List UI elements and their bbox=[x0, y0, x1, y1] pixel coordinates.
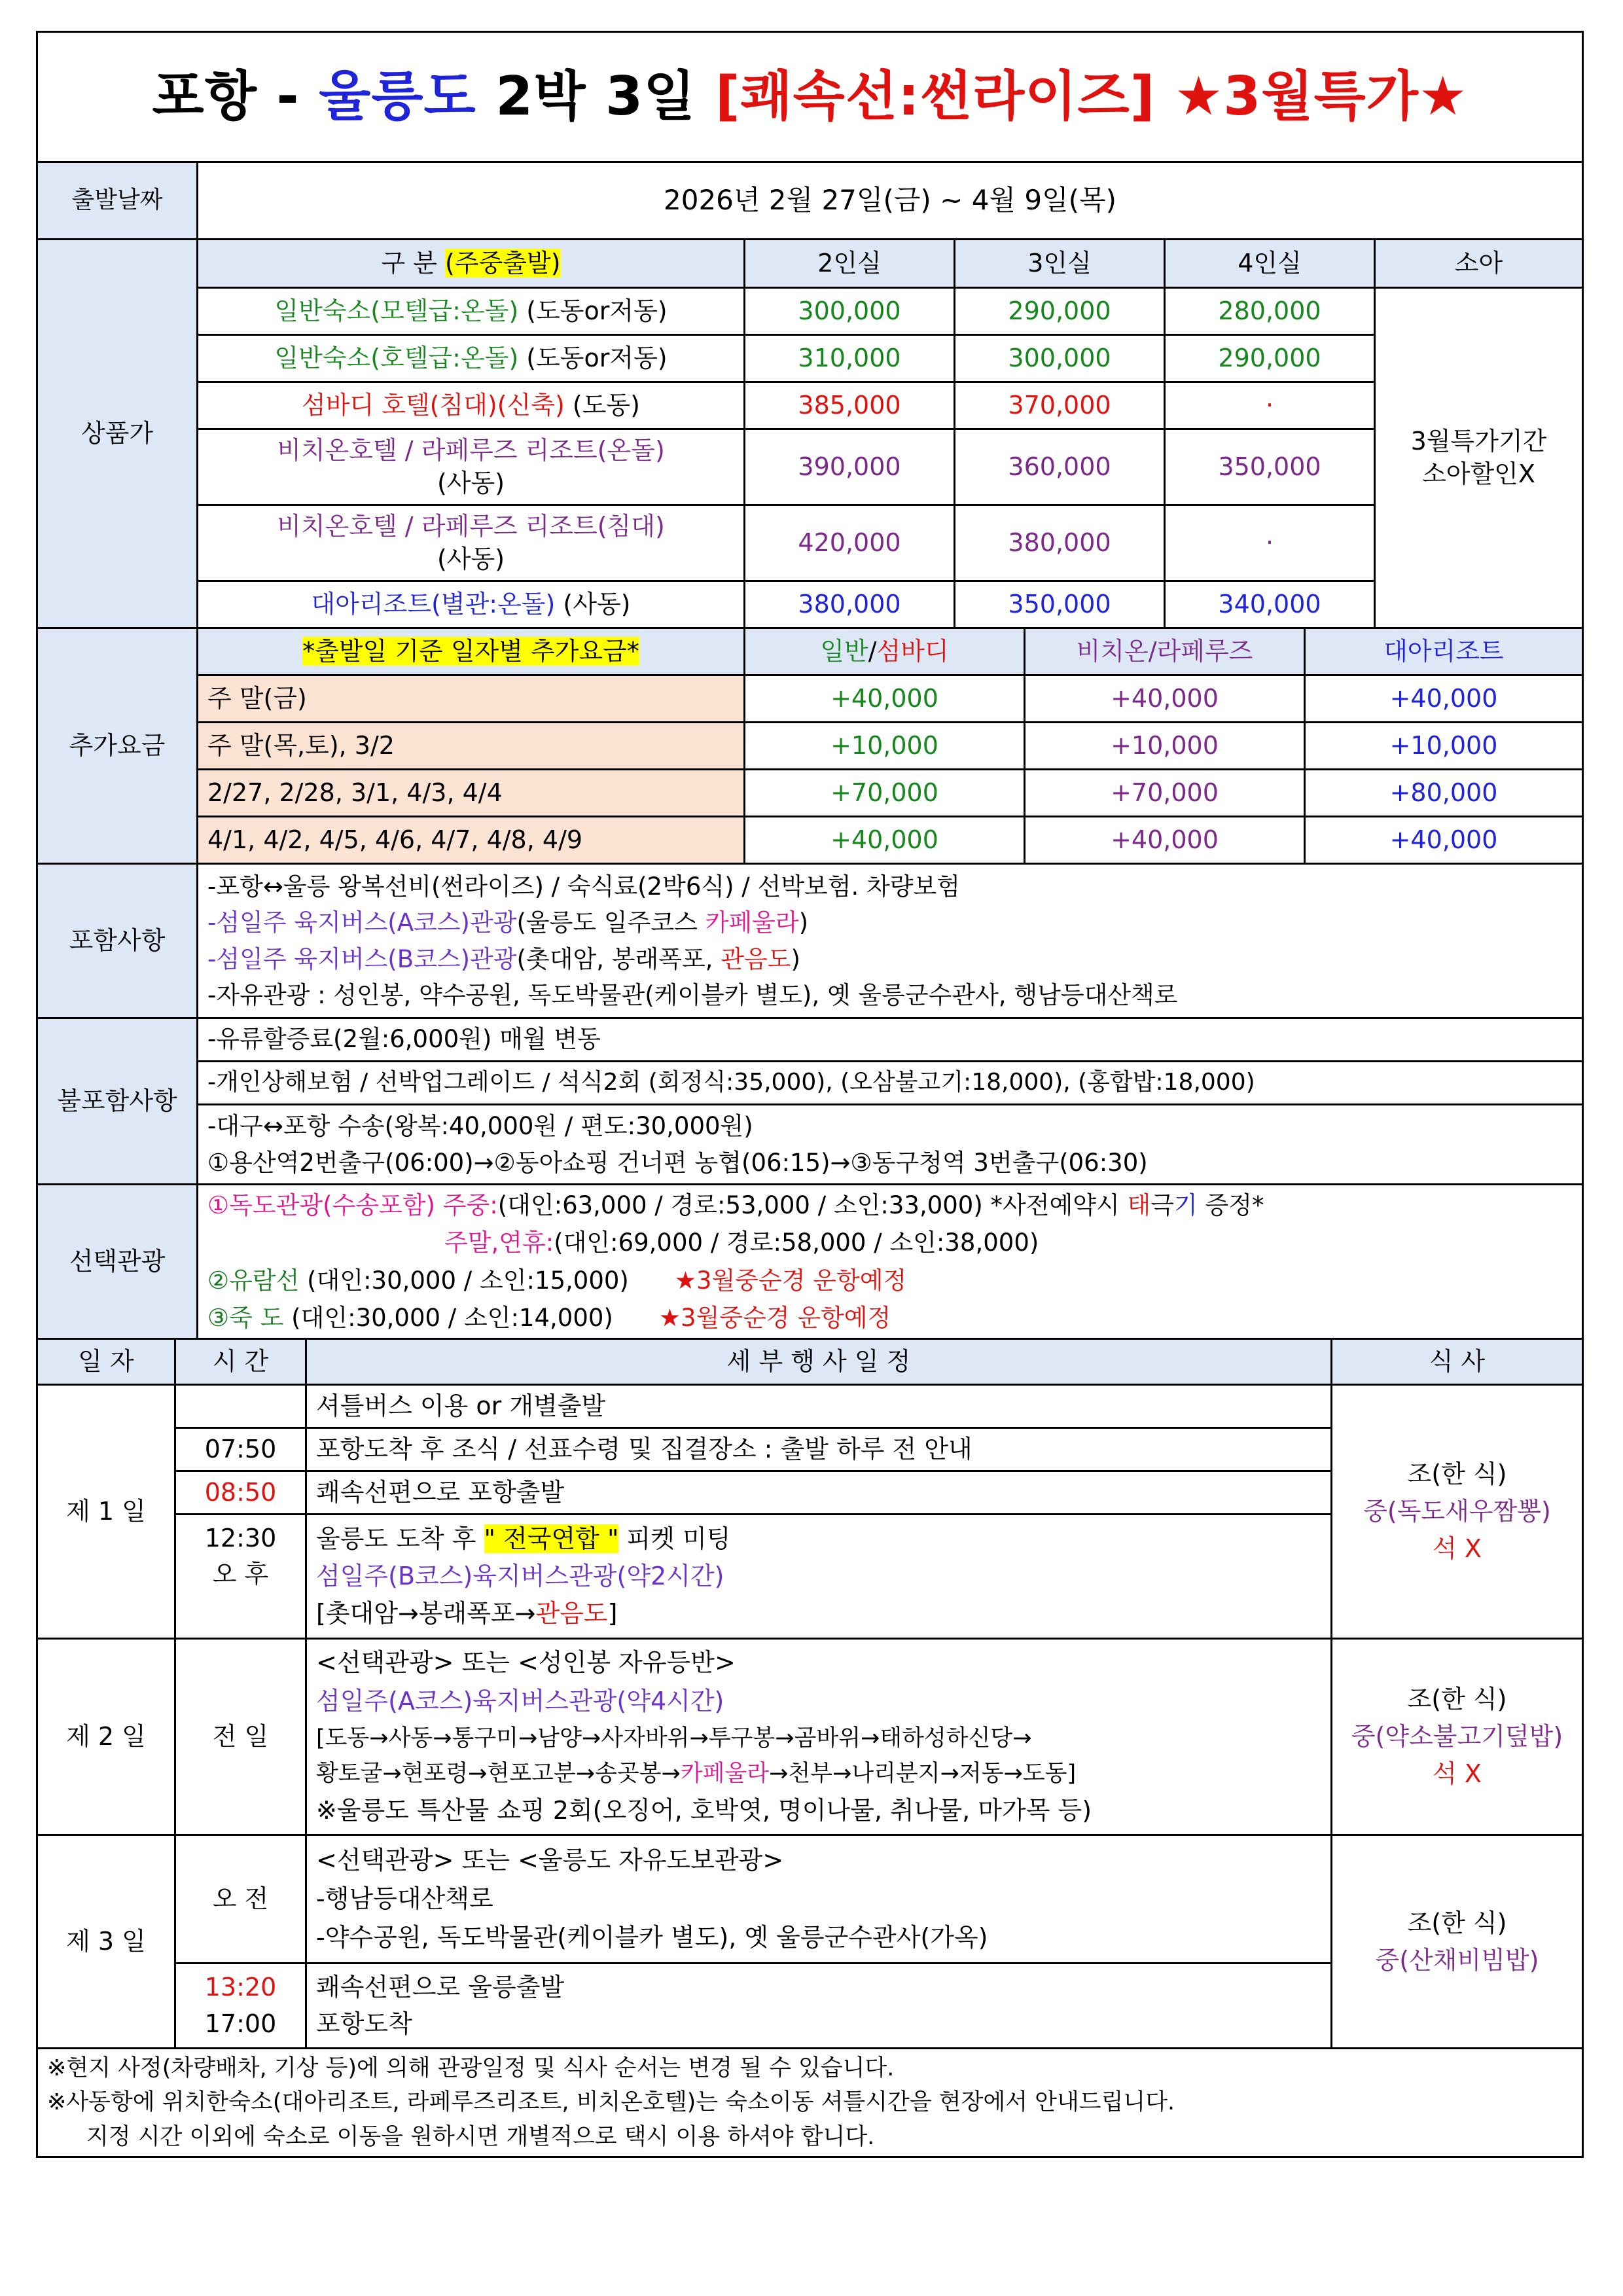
schedule-item: <선택관광> 또는 <성인봉 자유등반> 섬일주(A코스)육지버스관광(약4시간) [도동→사동→통구미→남양→사자바위→투구봉→곰바위→태하성하신당→ 황토굴→현포령→현포고분→송곳봉→카페울라→천부→나리분지→저동→도동] ※울릉도 특산물 쇼핑 2회(오징어, 호박엿, 명이나물, 취나물, 마가목 등) bbox=[306, 1639, 1332, 1835]
tour-brochure bbox=[36, 31, 1584, 2158]
product-row-name: 일반숙소(모텔급:온돌) (도동or저동) bbox=[198, 288, 745, 335]
price-cell: 370,000 bbox=[955, 382, 1165, 429]
page-title bbox=[37, 32, 1583, 162]
price-cell: 340,000 bbox=[1165, 581, 1375, 628]
day1-label: 제 1 일 bbox=[37, 1385, 175, 1639]
time-cell: 12:30 오 후 bbox=[175, 1515, 306, 1639]
price-cell: 300,000 bbox=[745, 288, 955, 335]
title-ship: [쾌속선:썬라이즈] bbox=[715, 65, 1156, 128]
header-child: 소아 bbox=[1375, 240, 1583, 288]
price-cell: 350,000 bbox=[955, 581, 1165, 628]
price-cell: 290,000 bbox=[955, 288, 1165, 335]
time-cell: 07:50 bbox=[175, 1428, 306, 1471]
price-label: 상품가 bbox=[37, 240, 198, 628]
price-cell: · bbox=[1165, 382, 1375, 429]
header-3p: 3인실 bbox=[955, 240, 1165, 288]
extra-cell: +10,000 bbox=[1305, 723, 1583, 770]
price-cell: 300,000 bbox=[955, 335, 1165, 382]
schedule-item: 쾌속선편으로 울릉출발 포항도착 bbox=[306, 1964, 1332, 2049]
header-2p: 2인실 bbox=[745, 240, 955, 288]
price-cell: 360,000 bbox=[955, 429, 1165, 505]
extra-cell: +40,000 bbox=[745, 675, 1025, 723]
day3-label: 제 3 일 bbox=[37, 1835, 175, 2049]
weekday-highlight: (주중출발) bbox=[445, 248, 561, 278]
schedule-header-time: 시 간 bbox=[175, 1339, 306, 1385]
extra-row-name: 4/1, 4/2, 4/5, 4/6, 4/7, 4/8, 4/9 bbox=[198, 817, 745, 864]
price-cell: 290,000 bbox=[1165, 335, 1375, 382]
extra-charge-table bbox=[36, 627, 1584, 865]
excluded-item: -유류할증료(2월:6,000원) 매월 변동 bbox=[198, 1018, 1583, 1062]
excluded-item: -대구↔포항 수송(왕복:40,000원 / 편도:30,000원) ①용산역2번출구(06:00)→②동아쇼핑 건너편 농협(06:15)→③동구청역 3번출구(06:30) bbox=[198, 1105, 1583, 1185]
extra-cell: +40,000 bbox=[1025, 675, 1305, 723]
schedule-item: 포항도착 후 조식 / 선표수령 및 집결장소 : 출발 하루 전 안내 bbox=[306, 1428, 1332, 1471]
extra-cell: +40,000 bbox=[1025, 817, 1305, 864]
price-cell: 280,000 bbox=[1165, 288, 1375, 335]
product-row-name: 섬바디 호텔(침대)(신축) (도동) bbox=[198, 382, 745, 429]
notes: ※현지 사정(차량배차, 기상 등)에 의해 관광일정 및 식사 순서는 변경 될 수 있습니다. ※사동항에 위치한숙소(대아리조트, 라페루즈리조트, 비치온호텔)는 숙소이동 셔틀시간을 현장에서 안내드립니다. 지정 시간 이외에 숙소로 이동을 원하시면 개별적으로 택시 이용 하셔야 합니다. bbox=[37, 2049, 1583, 2157]
product-row-name: 대아리조트(별관:온돌) (사동) bbox=[198, 581, 745, 628]
schedule-header-detail: 세 부 행 사 일 정 bbox=[306, 1339, 1332, 1385]
departure-value: 2026년 2월 27일(금) ~ 4월 9일(목) bbox=[198, 162, 1583, 240]
header-4p: 4인실 bbox=[1165, 240, 1375, 288]
excluded-label: 불포함사항 bbox=[37, 1018, 198, 1185]
price-cell: 380,000 bbox=[745, 581, 955, 628]
price-cell: 390,000 bbox=[745, 429, 955, 505]
product-row-name: 일반숙소(호텔급:온돌) (도동or저동) bbox=[198, 335, 745, 382]
price-cell: 380,000 bbox=[955, 505, 1165, 581]
optional-label: 선택관광 bbox=[37, 1185, 198, 1339]
title-duration: 2박 3일 bbox=[476, 65, 715, 128]
extra-cell: +10,000 bbox=[1025, 723, 1305, 770]
excluded-item: -개인상해보험 / 선박업그레이드 / 석식2회 (회정식:35,000), (오삼불고기:18,000), (홍합밥:18,000) bbox=[198, 1062, 1583, 1105]
schedule-header-meal: 식 사 bbox=[1332, 1339, 1583, 1385]
included-label: 포함사항 bbox=[37, 864, 198, 1018]
info-table bbox=[36, 863, 1584, 1019]
price-cell: 310,000 bbox=[745, 335, 955, 382]
price-header-name: 구 분 (주중출발) bbox=[198, 240, 745, 288]
extra-header-name: *출발일 기준 일자별 추가요금* bbox=[198, 628, 745, 675]
extra-cell: +10,000 bbox=[745, 723, 1025, 770]
extra-header-g1: 일반/섬바디 bbox=[745, 628, 1025, 675]
title-from: 포항 - bbox=[152, 65, 319, 128]
extra-row-name: 주 말(금) bbox=[198, 675, 745, 723]
title-dest: 울릉도 bbox=[319, 65, 476, 128]
schedule-item: 울릉도 도착 후 " 전국연합 " 피켓 미팅 섬일주(B코스)육지버스관광(약2시간) [촛대암→봉래폭포→관음도] bbox=[306, 1515, 1332, 1639]
excluded-table bbox=[36, 1017, 1584, 1185]
extra-label: 추가요금 bbox=[37, 628, 198, 864]
time-cell: 13:20 17:00 bbox=[175, 1964, 306, 2049]
price-cell: · bbox=[1165, 505, 1375, 581]
included-list: -포항↔울릉 왕복선비(썬라이즈) / 숙식료(2박6식) / 선박보험. 차량보험 -섬일주 육지버스(A코스)관광(울릉도 일주코스 카페울라) -섬일주 육지버스(B코스)관광(촛대암, 봉래폭포, 관음도) -자유관광 : 성인봉, 약수공원, 독도박물관(케이블카 별도), 옛 울릉군수관사, 행남등대산책로 bbox=[198, 864, 1583, 1018]
schedule-header-day: 일 자 bbox=[37, 1339, 175, 1385]
extra-header-g2: 비치온/라페루즈 bbox=[1025, 628, 1305, 675]
title-special: ★3월특가★ bbox=[1155, 65, 1468, 128]
schedule-item: 셔틀버스 이용 or 개별출발 bbox=[306, 1385, 1332, 1428]
day1-meals: 조(한 식) 중(독도새우짬뽕) 석 X bbox=[1332, 1385, 1583, 1639]
day2-meals: 조(한 식) 중(약소불고기덮밥) 석 X bbox=[1332, 1639, 1583, 1835]
schedule-item: 쾌속선편으로 포항출발 bbox=[306, 1471, 1332, 1515]
extra-row-name: 주 말(목,토), 3/2 bbox=[198, 723, 745, 770]
product-row-name: 비치온호텔 / 라페루즈 리조트(온돌) (사동) bbox=[198, 429, 745, 505]
title-table bbox=[36, 31, 1584, 240]
time-cell: 오 전 bbox=[175, 1835, 306, 1964]
price-cell: 350,000 bbox=[1165, 429, 1375, 505]
time-cell bbox=[175, 1385, 306, 1428]
extra-row-name: 2/27, 2/28, 3/1, 4/3, 4/4 bbox=[198, 770, 745, 817]
departure-label: 출발날짜 bbox=[37, 162, 198, 240]
price-cell: 385,000 bbox=[745, 382, 955, 429]
schedule-table bbox=[36, 1338, 1584, 2158]
extra-cell: +40,000 bbox=[1305, 817, 1583, 864]
extra-cell: +80,000 bbox=[1305, 770, 1583, 817]
price-table bbox=[36, 238, 1584, 629]
schedule-item: <선택관광> 또는 <울릉도 자유도보관광> -행남등대산책로 -약수공원, 독도박물관(케이블카 별도), 옛 울릉군수관사(가옥) bbox=[306, 1835, 1332, 1964]
day3-meals: 조(한 식) 중(산채비빔밥) bbox=[1332, 1835, 1583, 2049]
time-cell: 08:50 bbox=[175, 1471, 306, 1515]
extra-cell: +70,000 bbox=[1025, 770, 1305, 817]
extra-cell: +40,000 bbox=[1305, 675, 1583, 723]
extra-cell: +70,000 bbox=[745, 770, 1025, 817]
product-row-name: 비치온호텔 / 라페루즈 리조트(침대) (사동) bbox=[198, 505, 745, 581]
extra-header-g3: 대아리조트 bbox=[1305, 628, 1583, 675]
optional-table bbox=[36, 1183, 1584, 1340]
extra-cell: +40,000 bbox=[745, 817, 1025, 864]
time-cell: 전 일 bbox=[175, 1639, 306, 1835]
price-cell: 420,000 bbox=[745, 505, 955, 581]
optional-list: ①독도관광(수송포함) 주중:(대인:63,000 / 경로:53,000 / 소인:33,000) *사전예약시 태극기 증정* 주말,연휴:(대인:69,000 / 경로:58,000 / 소인:38,000) ②유람선 (대인:30,000 / 소인:15,000) ★3월중순경 운항예정 ③죽 도 (대인:30,000 / 소인:14,000) ★3월중순경 운항예정 bbox=[198, 1185, 1583, 1339]
child-note: 3월특가기간 소아할인X bbox=[1375, 288, 1583, 628]
day2-label: 제 2 일 bbox=[37, 1639, 175, 1835]
